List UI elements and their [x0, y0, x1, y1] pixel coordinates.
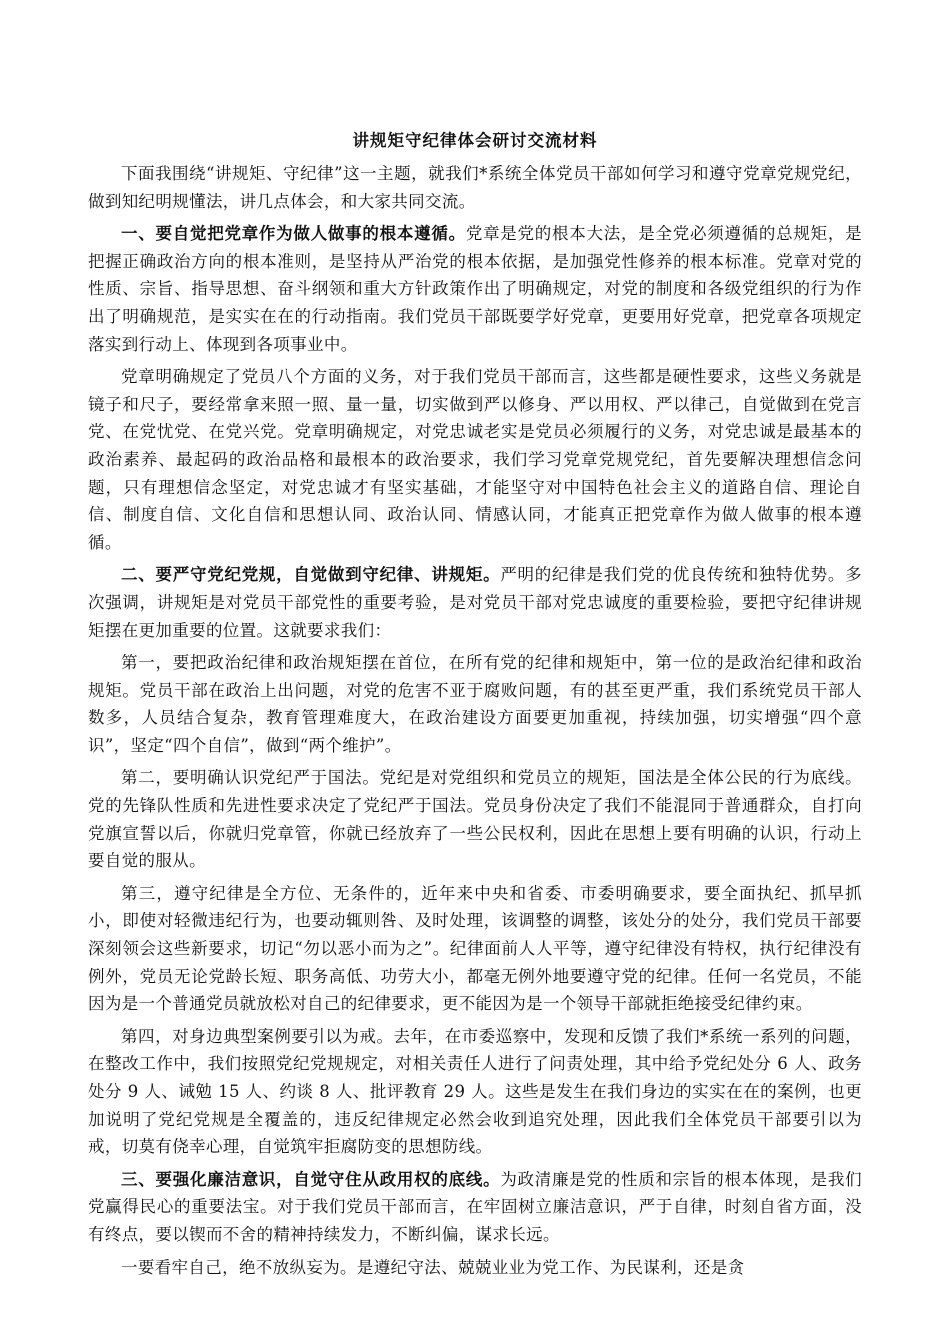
paragraph-text: 党章是党的根本大法，是全党必须遵循的总规矩，是把握正确政治方向的根本准则，是坚持从严治党的根本依据，是加强党性修养的根本标准。党章对党的性质、宗旨、指导思想、奋斗纲领和重大方针政策作出了明确规定，对党的制度和各级党组织的行为作出了明确规范，是实实在在的行动指南。我们党员干部既要学好党章，更要用好党章，把党章各项规定落实到行动上、体现到各项事业中。 — [88, 224, 862, 354]
paragraph-body — [88, 363, 862, 556]
paragraph-text: 严明的纪律是我们党的优良传统和独特优势。多次强调，讲规矩是对党员干部党性的重要考验，是对党员干部对党忠诚度的重要检验，要把守纪律讲规矩摆在更加重要的位置。这就要求我们： — [88, 565, 862, 640]
document-title: 讲规矩守纪律体会研讨交流材料 — [352, 131, 598, 150]
paragraph-section-2 — [88, 561, 862, 644]
paragraph-intro — [88, 160, 862, 215]
paragraph-point-3 — [88, 880, 862, 1018]
paragraph-text: 第二，要明确认识党纪严于国法。党纪是对党组织和党员立的规矩，国法是全体公民的行为底线。党的先锋队性质和先进性要求决定了党纪严于国法。党员身份决定了我们不能混同于普通群众，自打向党旗宣誓以后，你就归党章管，你就已经放弃了一些公民权利，因此在思想上要有明确的认识，行动上要自觉的服从。 — [88, 768, 862, 871]
paragraph-text: 党章明确规定了党员八个方面的义务，对于我们党员干部而言，这些都是硬性要求，这些义务就是镜子和尺子，要经常拿来照一照、量一量，切实做到严以修身、严以用权、严以律己，自觉做到在党言党、在党忧党、在党兴党。党章明确规定，对党忠诚老实是党员必须履行的义务，对党忠诚是最基本的政治素养、最起码的政治品格和最根本的政治要求，我们学习党章党规党纪，首先要解决理想信念问题，只有理想信念坚定，对党忠诚才有坚实基础，才能坚守对中国特色社会主义的道路自信、理论自信、制度自信、文化自信和思想认同、政治认同、情感认同，才能真正把党章作为做人做事的根本遵循。 — [88, 367, 862, 552]
paragraph-text: 第四，对身边典型案例要引以为戒。去年，在市委巡察中，发现和反馈了我们*系统一系列的问题，在整改工作中，我们按照党纪党规规定，对相关责任人进行了问责处理，其中给予党纪处分 6 人、政务处分 9 人、诫勉 15 人、约谈 8 人、批评教育 29 人。这些是发生在我们身边的实实在在的案例，也更加说明了党纪党规是全覆盖的，违反纪律规定必然会收到追究处理，因此我们全体党员干部要引以为戒，切莫有侥幸心理，自觉筑牢拒腐防变的思想防线。 — [88, 1026, 862, 1157]
paragraph-text: 第三，遵守纪律是全方位、无条件的，近年来中央和省委、市委明确要求，要全面执纪、抓早抓小，即使对轻微违纪行为，也要动辄则咎、及时处理，该调整的调整，该处分的处分，我们党员干部要深刻领会这些新要求，切记“勿以恶小而为之”。纪律面前人人平等，遵守纪律没有特权，执行纪律没有例外，党员无论党龄长短、职务高低、功劳大小，都毫无例外地要遵守党的纪律。任何一名党员，不能因为是一个普通党员就放松对自己的纪律要求，更不能因为是一个领导干部就拒绝接受纪律约束。 — [88, 883, 862, 1014]
paragraph-text: 为政清廉是党的性质和宗旨的根本体现，是我们党赢得民心的重要法宝。对于我们党员干部而言，在牢固树立廉洁意识，严于自律，时刻自省方面，没有终点，要以锲而不舍的精神持续发力，不断纠偏，谋求长远。 — [88, 1169, 862, 1244]
paragraph-section-1 — [88, 220, 862, 358]
paragraph-point-2 — [88, 764, 862, 874]
paragraph-point-1 — [88, 649, 862, 759]
paragraph-text: 第一，要把政治纪律和政治规矩摆在首位，在所有党的纪律和规矩中，第一位的是政治纪律和政治规矩。党员干部在政治上出问题，对党的危害不亚于腐败问题，有的甚至更严重，我们系统党员干部人数多，人员结合复杂，教育管理难度大，在政治建设方面要更加重视，持续加强，切实增强“四个意识”，坚定“四个自信”，做到“两个维护”。 — [88, 653, 862, 755]
section-heading-1: 一、要自觉把党章作为做人做事的根本遵循。 — [121, 224, 466, 244]
paragraph-text: 一要看牢自己，绝不放纵妄为。是遵纪守法、兢兢业业为党工作、为民谋利，还是贪 — [121, 1257, 745, 1277]
paragraph-sub-1 — [88, 1254, 862, 1282]
paragraph-section-3 — [88, 1166, 862, 1249]
section-heading-3: 三、要强化廉洁意识，自觉守住从政用权的底线。 — [121, 1169, 501, 1189]
paragraph-text: 下面我围绕“讲规矩、守纪律”这一主题，就我们*系统全体党员干部如何学习和遵守党章党规党纪，做到知纪明规懂法，讲几点体会，和大家共同交流。 — [88, 164, 862, 211]
section-heading-2: 二、要严守党纪党规，自觉做到守纪律、讲规矩。 — [121, 565, 501, 585]
paragraph-point-4 — [88, 1023, 862, 1161]
